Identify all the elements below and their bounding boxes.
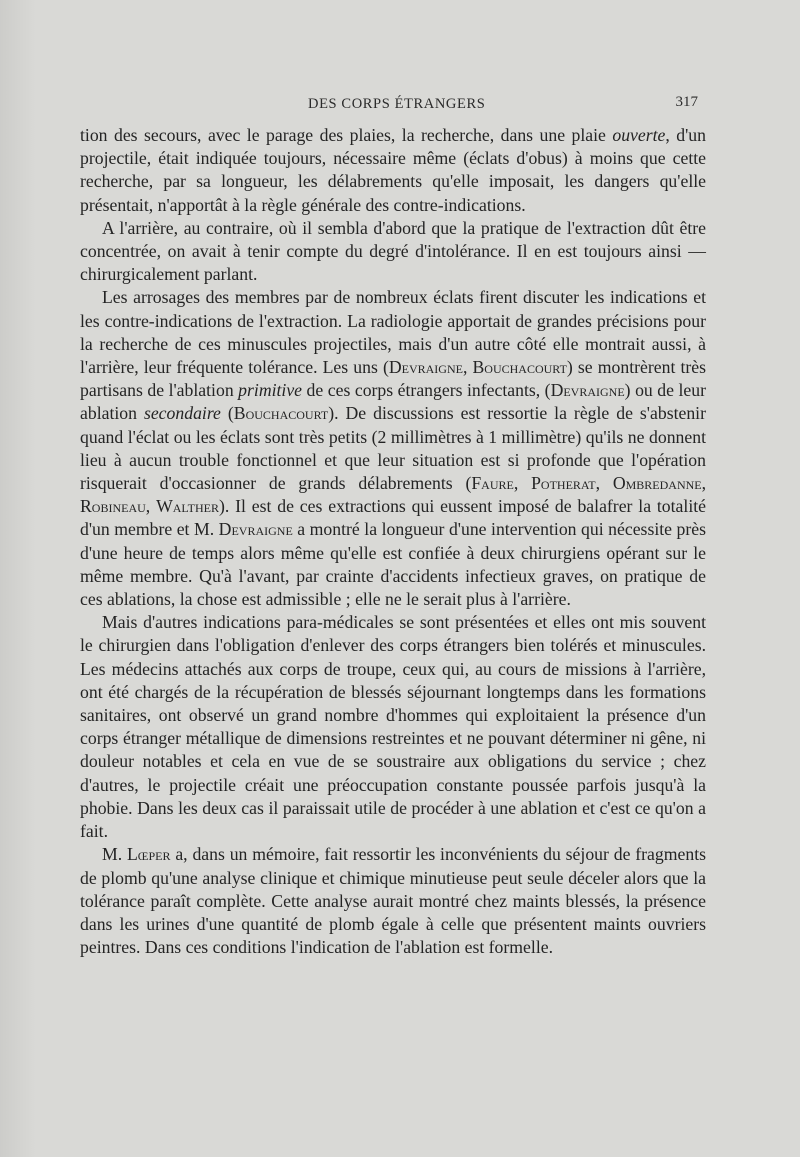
- page-gutter-shadow: [0, 0, 36, 1157]
- italic-text: ouverte: [612, 125, 666, 145]
- italic-text: secondaire: [143, 403, 221, 424]
- text-run: ) ou de leur ablation: [80, 380, 706, 424]
- text-run: ,: [513, 473, 532, 494]
- text-run: tion des secours, avec le parage des plaies, la recherche, dans une plaie: [80, 125, 613, 145]
- text-run: a, dans un mémoire, fait ressortir les inconvénients du séjour de fragments de plomb qu'une analyse clinique et chimique minutieuse peut seule déceler alors que la tolérance paraît complète. Cette analyse aurait montré chez maints blessés, la présence dans les urines d'une quantité de plomb égale à celle que présentent maints ouvriers peintres. Dans ces conditions l'indication de l'ablation est formelle.: [80, 844, 706, 958]
- text-run: ,: [145, 496, 157, 517]
- author-name: Ombredanne: [612, 473, 702, 494]
- text-run: A l'arrière, au contraire, où il sembla d'abord que la pratique de l'extraction dût être concentrée, on avait à tenir compte du degré d'intolérance. Il en est toujours ainsi — chirurgicalement parlant.: [80, 217, 706, 285]
- text-run: ). De discussions est ressortie la règle de s'abstenir quand l'éclat ou les éclats sont très petits (2 millimètres à 1 millimètre) qu'ils ne donnent lieu à aucun trouble fonctionnel et que leur situation est si profonde que l'opération risquerait d'occasionner de grands délabrements (: [80, 403, 706, 494]
- paragraph: [80, 843, 706, 959]
- text-run: M.: [102, 844, 127, 865]
- author-name: Robineau: [80, 496, 146, 517]
- text-run: Les arrosages des membres par de nombreux éclats firent discuter les indications et les contre-indications de l'extraction. La radiologie apportait de grandes précisions pour la recherche de ces minuscules projectiles, mais d'un autre côté elle montrait aussi, à l'arrière, leur fréquente tolérance. Les uns (: [80, 287, 706, 378]
- paragraph: [80, 611, 706, 843]
- author-name: Lœper: [127, 844, 171, 865]
- text-run: ,: [595, 473, 613, 494]
- author-name: Walther: [156, 496, 219, 517]
- paragraph: [80, 286, 706, 611]
- author-name: Devraigne: [218, 519, 293, 540]
- body-text: [80, 124, 706, 959]
- text-run: ,: [462, 357, 473, 378]
- paragraph: [80, 124, 706, 217]
- page-number: 317: [675, 94, 698, 110]
- text-run: a montré la longueur d'une intervention qui nécessite près d'une heure de temps alors même qu'elle est confiée à deux chirurgiens opérant sur le même membre. Qu'à l'avant, par crainte d'accidents infectieux graves, on pratique de ces ablations, la chose est admissible ; elle ne le serait plus à l'arrière.: [80, 519, 706, 610]
- text-run: ). Il est de ces extractions qui eussent imposé de balafrer la totalité d'un membre et M.: [80, 496, 706, 540]
- paragraph: [80, 217, 706, 287]
- author-name: Bouchacourt: [233, 403, 329, 424]
- author-name: Devraigne: [388, 357, 463, 378]
- text-run: de ces corps étrangers infectants, (: [302, 380, 551, 401]
- author-name: Bouchacourt: [472, 357, 567, 378]
- running-head: DES CORPS ÉTRANGERS: [308, 96, 486, 112]
- text-run: , d'un projectile, était indiquée toujours, nécessaire même (éclats d'obus) à moins que cette recherche, par sa longueur, les délabrements qu'elle imposait, les dangers qu'elle présentait, n'apportât à la règle générale des contre-indications.: [80, 125, 706, 215]
- italic-text: primitive: [238, 380, 303, 401]
- author-name: Potherat: [531, 473, 596, 494]
- text-run: ,: [701, 473, 707, 494]
- text-run: (: [220, 403, 234, 424]
- page-header: [80, 96, 698, 118]
- author-name: Devraigne: [550, 380, 625, 401]
- author-name: Faure: [471, 473, 514, 494]
- text-run: ) se montrèrent très partisans de l'ablation: [80, 357, 707, 401]
- text-run: Mais d'autres indications para-médicales se sont présentées et elles ont mis souvent le chirurgien dans l'obligation d'enlever des corps étrangers bien tolérés et minuscules. Les médecins attachés aux corps de troupe, ceux qui, au cours de missions à l'arrière, ont été chargés de la récupération de blessés séjournant longtemps dans les formations sanitaires, ont observé un grand nombre d'hommes qui exploitaient la présence d'un corps étranger métallique de dimensions restreintes et ne pouvant déterminer ni gêne, ni douleur notables et cela en vue de se soustraire aux obligations du service ; chez d'autres, le projectile créait une préoccupation constante poussée parfois jusqu'à la phobie. Dans les deux cas il paraissait utile de procéder à une ablation et c'est ce qu'on a fait.: [80, 612, 706, 842]
